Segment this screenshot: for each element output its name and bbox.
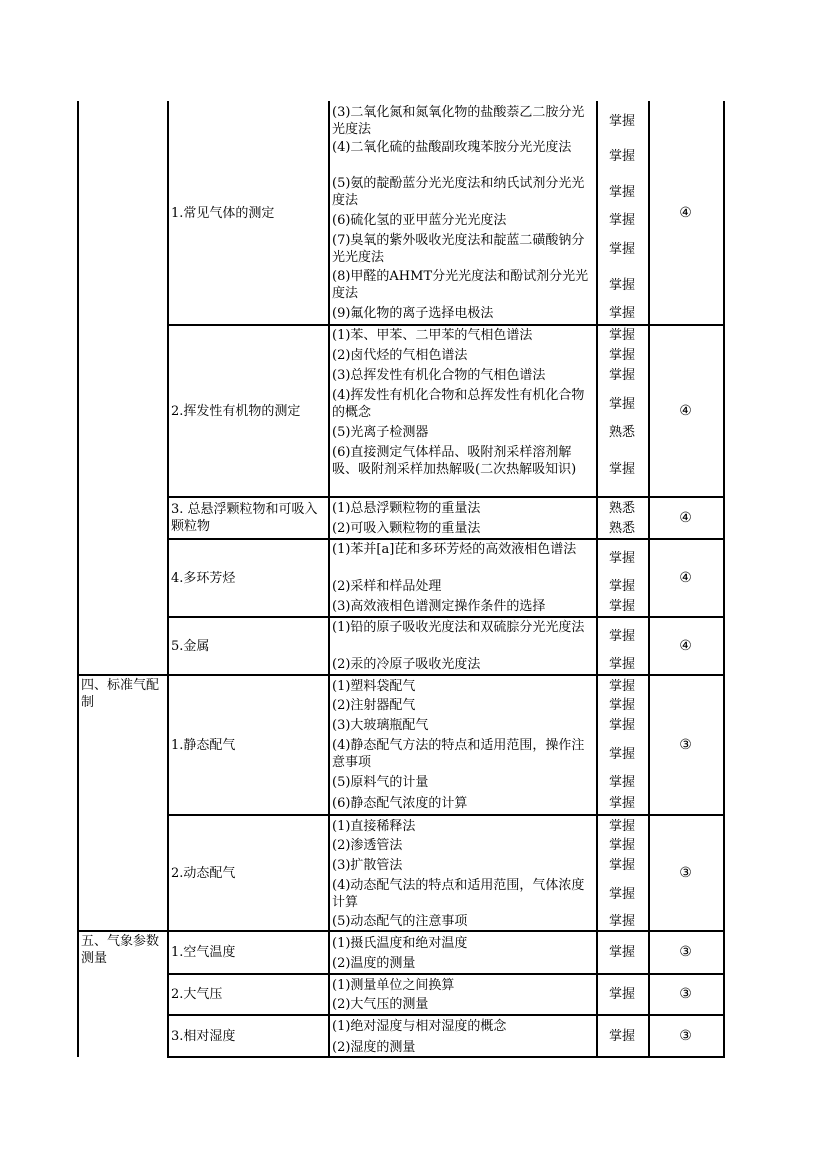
content-item: (1)苯并[a]芘和多环芳烃的高效液相色谱法 <box>332 542 577 557</box>
requirement-level: 掌握 <box>608 775 635 790</box>
requirement-level: 掌握 <box>608 914 635 929</box>
topic-label: 5.金属 <box>171 638 210 654</box>
grade-mark: ④ <box>679 637 692 654</box>
column-rule <box>328 101 330 1057</box>
column-rule <box>167 101 169 1057</box>
topic-label: 3. 总悬浮颗粒物和可吸入颗粒物 <box>171 502 318 534</box>
content-item: (3)二氧化氮和氮氧化物的盐酸萘乙二胺分光光度法 <box>332 105 585 137</box>
requirement-level: 熟悉 <box>608 521 635 536</box>
section-label: 四、标准气配制 <box>81 678 160 710</box>
topic-label: 3.相对湿度 <box>171 1028 236 1044</box>
requirement-level: 掌握 <box>608 368 635 383</box>
content-item: (4)动态配气法的特点和适用范围，气体浓度计算 <box>332 878 585 910</box>
topic-label: 2.挥发性有机物的测定 <box>171 403 301 419</box>
requirement-level: 掌握 <box>608 679 635 694</box>
requirement-level: 掌握 <box>608 148 635 164</box>
requirement-level: 掌握 <box>608 987 635 1002</box>
topic-label: 1.空气温度 <box>171 945 236 960</box>
requirement-level: 掌握 <box>608 858 635 873</box>
section-label: 五、气象参数测量 <box>81 934 160 966</box>
requirement-level: 熟悉 <box>608 425 635 440</box>
topic-label: 2.大气压 <box>171 987 223 1002</box>
content-item: (1)铅的原子吸收光度法和双硫腙分光光度法 <box>332 620 585 635</box>
content-item: (1)绝对湿度与相对湿度的概念 <box>332 1019 507 1034</box>
content-item: (3)扩散管法 <box>332 858 403 873</box>
requirement-level: 掌握 <box>608 462 635 477</box>
requirement-level: 掌握 <box>608 277 635 293</box>
requirement-level: 掌握 <box>608 796 635 811</box>
grade-mark: ④ <box>679 509 692 526</box>
content-item: (5)原料气的计量 <box>332 775 429 790</box>
requirement-level: 掌握 <box>608 306 635 321</box>
section-rule <box>77 930 725 932</box>
content-item: (5)氨的靛酚蓝分光光度法和纳氏试剂分光光度法 <box>332 176 585 208</box>
requirement-level: 掌握 <box>608 579 635 594</box>
requirement-level: 熟悉 <box>608 501 635 516</box>
requirement-level: 掌握 <box>608 213 635 228</box>
content-item: (4)静态配气方法的特点和适用范围，操作注意事项 <box>332 738 585 770</box>
topic-rule <box>167 814 725 816</box>
content-item: (8)甲醛的AHMT分光光度法和酚试剂分光光度法 <box>332 269 589 301</box>
topic-label: 2.动态配气 <box>171 865 236 881</box>
content-item: (5)动态配气的注意事项 <box>332 914 468 929</box>
topic-rule <box>167 616 725 618</box>
table-bottom-rule <box>167 1056 725 1058</box>
content-item: (1)摄氏温度和绝对温度 <box>332 936 468 951</box>
requirement-level: 掌握 <box>608 348 635 363</box>
content-item: (1)总悬浮颗粒物的重量法 <box>332 501 481 516</box>
requirement-level: 掌握 <box>608 886 635 902</box>
requirement-level: 掌握 <box>608 838 635 853</box>
topic-rule <box>167 973 725 975</box>
content-item: (4)挥发性有机化合物和总挥发性有机化合物的概念 <box>332 388 585 420</box>
requirement-level: 掌握 <box>608 698 635 713</box>
grade-mark: ④ <box>679 402 692 419</box>
content-item: (3)高效液相色谱测定操作条件的选择 <box>332 599 546 614</box>
content-item: (1)苯、甲苯、二甲苯的气相色谱法 <box>332 328 533 343</box>
topic-rule <box>167 1014 725 1016</box>
content-item: (4)二氧化硫的盐酸副玫瑰苯胺分光光度法 <box>332 140 572 155</box>
grade-mark: ③ <box>679 864 692 881</box>
requirement-level: 掌握 <box>608 184 635 200</box>
requirement-level: 掌握 <box>608 657 635 672</box>
content-item: (2)汞的冷原子吸收光度法 <box>332 657 481 672</box>
grade-mark: ③ <box>679 944 692 960</box>
grade-mark: ③ <box>679 986 692 1002</box>
content-item: (3)大玻璃瓶配气 <box>332 718 429 733</box>
column-rule <box>723 101 725 1057</box>
content-item: (7)臭氧的紫外吸收光度法和靛蓝二磺酸钠分光光度法 <box>332 233 585 265</box>
content-item: (2)注射器配气 <box>332 698 416 713</box>
content-item: (1)塑料袋配气 <box>332 679 416 694</box>
requirement-level: 掌握 <box>608 945 635 960</box>
grade-mark: ④ <box>679 204 692 221</box>
content-item: (2)渗透管法 <box>332 838 403 853</box>
requirement-level: 掌握 <box>608 819 635 834</box>
requirement-level: 掌握 <box>608 241 635 257</box>
topic-rule <box>167 324 725 326</box>
content-item: (2)采样和样品处理 <box>332 579 442 594</box>
content-item: (9)氟化物的离子选择电极法 <box>332 306 494 321</box>
content-item: (2)可吸入颗粒物的重量法 <box>332 521 481 536</box>
grade-mark: ③ <box>679 1027 692 1044</box>
topic-label: 1.静态配气 <box>171 737 236 753</box>
content-item: (1)直接稀释法 <box>332 819 416 834</box>
content-item: (2)卤代烃的气相色谱法 <box>332 348 468 363</box>
requirement-level: 掌握 <box>608 599 635 614</box>
content-item: (6)静态配气浓度的计算 <box>332 796 468 811</box>
content-item: (2)温度的测量 <box>332 956 416 971</box>
requirement-level: 掌握 <box>608 628 635 644</box>
topic-label: 4.多环芳烃 <box>171 570 236 586</box>
content-item: (6)硫化氢的亚甲蓝分光光度法 <box>332 213 507 228</box>
requirement-level: 掌握 <box>608 328 635 343</box>
requirement-level: 掌握 <box>608 746 635 762</box>
grade-mark: ④ <box>679 569 692 586</box>
requirement-level: 掌握 <box>608 1028 635 1044</box>
content-item: (2)湿度的测量 <box>332 1040 416 1055</box>
section-rule <box>77 674 725 676</box>
topic-label: 1.常见气体的测定 <box>171 205 275 221</box>
topic-rule <box>167 538 725 540</box>
content-item: (5)光离子检测器 <box>332 425 429 440</box>
requirement-level: 掌握 <box>608 113 635 129</box>
content-item: (2)大气压的测量 <box>332 997 429 1012</box>
requirement-level: 掌握 <box>608 550 635 566</box>
grade-mark: ③ <box>679 736 692 753</box>
topic-rule <box>167 496 725 498</box>
content-item: (6)直接测定气体样品、吸附剂采样溶剂解吸、吸附剂采样加热解吸(二次热解吸知识) <box>332 445 577 477</box>
column-rule <box>77 101 79 1057</box>
requirement-level: 掌握 <box>608 718 635 733</box>
content-item: (1)测量单位之间换算 <box>332 978 455 993</box>
content-item: (3)总挥发性有机化合物的气相色谱法 <box>332 368 546 383</box>
requirement-level: 掌握 <box>608 396 635 412</box>
